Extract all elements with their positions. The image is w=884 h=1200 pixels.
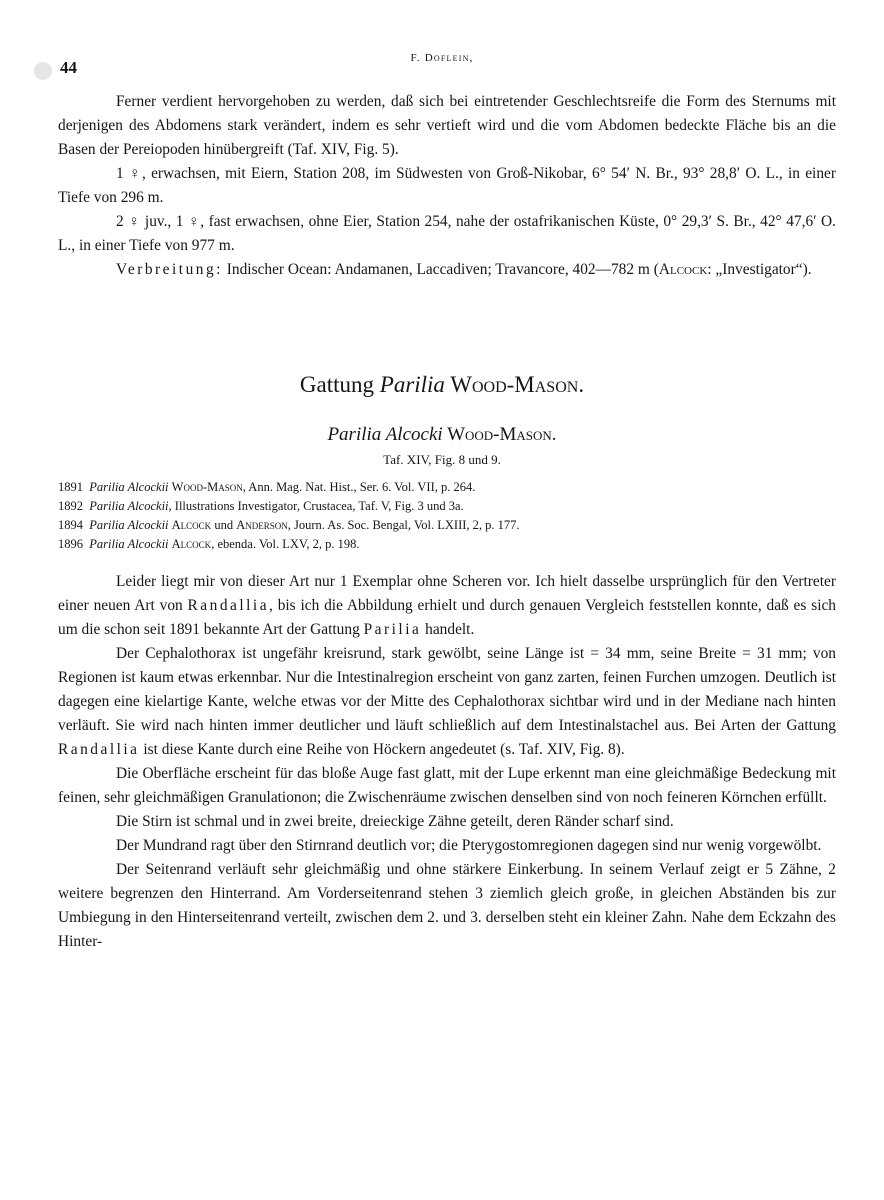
alcock-ref: Alcock xyxy=(658,261,708,278)
intro-section xyxy=(58,90,836,282)
station-208-record: 1 ♀, erwachsen, mit Eiern, Station 208, im Südwesten von Groß-Nikobar, 6° 54′ N. Br., 93° 28,8′ O. L., in einer Tiefe von 296 m. xyxy=(58,165,836,206)
genus-name: Parilia xyxy=(379,372,445,397)
lateral-margin-paragraph: Der Seitenrand verläuft sehr gleichmäßig und ohne stärkere Einkerbung. In seinem Verlauf zeigt er 5 Zähne, 2 weitere begrenzen den Hinterrand. Am Vorderseitenrand stehen 3 ziemlich gleich große, in gleichen Abständen bis zur Umbiegung in den Hinterseitenrand verteilt, zwischen dem 2. und 3. derselben steht ein kleiner Zahn. Nahe dem Eckzahn des Hinter- xyxy=(58,861,836,950)
species-heading xyxy=(0,424,884,446)
genus-heading xyxy=(0,372,884,398)
genus-prefix: Gattung xyxy=(299,372,380,397)
running-head: F. Doflein, xyxy=(410,52,474,64)
station-254-record: 2 ♀ juv., 1 ♀, fast erwachsen, ohne Eier, Station 254, nahe der ostafrikanischen Küste, 0° 29,3′ S. Br., 42° 47,6′ O. L., in einer Tiefe von 977 m. xyxy=(58,213,836,254)
distribution-label: Verbreitung: xyxy=(116,261,223,278)
reference-entry: 1894 Parilia Alcockii Alcock und Anderson, Journ. As. Soc. Bengal, Vol. LXIII, 2, p. 177. xyxy=(58,518,520,532)
distribution-text: Indischer Ocean: Andamanen, Laccadiven; Travancore, 402—782 m ( xyxy=(222,261,659,278)
synonymy-list xyxy=(58,478,836,554)
surface-paragraph: Die Oberfläche erscheint für das bloße Auge fast glatt, mit der Lupe erkennt man eine gleichmäßige Bedeckung mit feinen, sehr gleichmäßigen Granulationon; die Zwischenräume zwischen denselben sind von noch feineren Körnchen erfüllt. xyxy=(58,765,836,806)
species-name: Parilia Alcocki xyxy=(327,424,443,445)
distribution-paragraph xyxy=(58,258,836,282)
reference-entry: 1891 Parilia Alcockii Wood-Mason, Ann. Mag. Nat. Hist., Ser. 6. Vol. VII, p. 264. xyxy=(58,480,476,494)
reference-entry: 1892 Parilia Alcockii, Illustrations Investigator, Crustacea, Taf. V, Fig. 3 und 3a. xyxy=(58,499,464,513)
front-paragraph: Die Stirn ist schmal und in zwei breite, dreieckige Zähne geteilt, deren Ränder scharf sind. xyxy=(116,813,674,830)
plate-reference: Taf. XIV, Fig. 8 und 9. xyxy=(383,452,501,467)
distribution-tail: : „Investigator“). xyxy=(707,261,812,278)
scan-blemish xyxy=(34,62,52,80)
sternum-paragraph: Ferner verdient hervorgehoben zu werden, daß sich bei eintretender Geschlechtsreife die Form des Sternums mit derjenigen des Abdomens stark verändert, indem es sehr vertieft wird und die vom Abdomen bedeckte Fläche bis an die Basen der Pereiopoden hinübergreift (Taf. XIV, Fig. 5). xyxy=(58,93,836,158)
page-number: 44 xyxy=(60,58,77,77)
mouth-paragraph: Der Mundrand ragt über den Stirnrand deutlich vor; die Pterygostomregionen dagegen sind nur wenig vorgewölbt. xyxy=(116,837,822,854)
reference-entry: 1896 Parilia Alcockii Alcock, ebenda. Vol. LXV, 2, p. 198. xyxy=(58,537,360,551)
genus-author: Wood-Mason. xyxy=(444,372,585,397)
species-author: Wood-Mason. xyxy=(442,424,557,445)
description-section xyxy=(58,570,836,954)
cephalothorax-paragraph: Der Cephalothorax ist ungefähr kreisrund, stark gewölbt, seine Länge ist = 34 mm, seine Breite = 31 mm; von Regionen ist kaum etwas erkennbar. Nur die Intestinalregion erscheint von ganz zarten, feinen Furchen umzogen. Deutlich ist dagegen eine kielartige Kante, welche etwas vor der Mitte des Cephalothorax sichtbar wird und in der Mediane nach hinten verläuft. Sie wird nach hinten immer deutlicher und läuft schließlich auf dem Intestinalstachel aus. Bei Arten der Gattung Randallia ist diese Kante durch eine Reihe von Höckern angedeutet (s. Taf. XIV, Fig. 8). xyxy=(58,645,836,758)
specimen-paragraph: Leider liegt mir von dieser Art nur 1 Exemplar ohne Scheren vor. Ich hielt dasselbe ursprünglich für den Vertreter einer neuen Art von Randallia, bis ich die Abbildung erhielt und durch genauen Vergleich feststellen konnte, daß es sich um die schon seit 1891 bekannte Art der Gattung Parilia handelt. xyxy=(58,573,836,638)
